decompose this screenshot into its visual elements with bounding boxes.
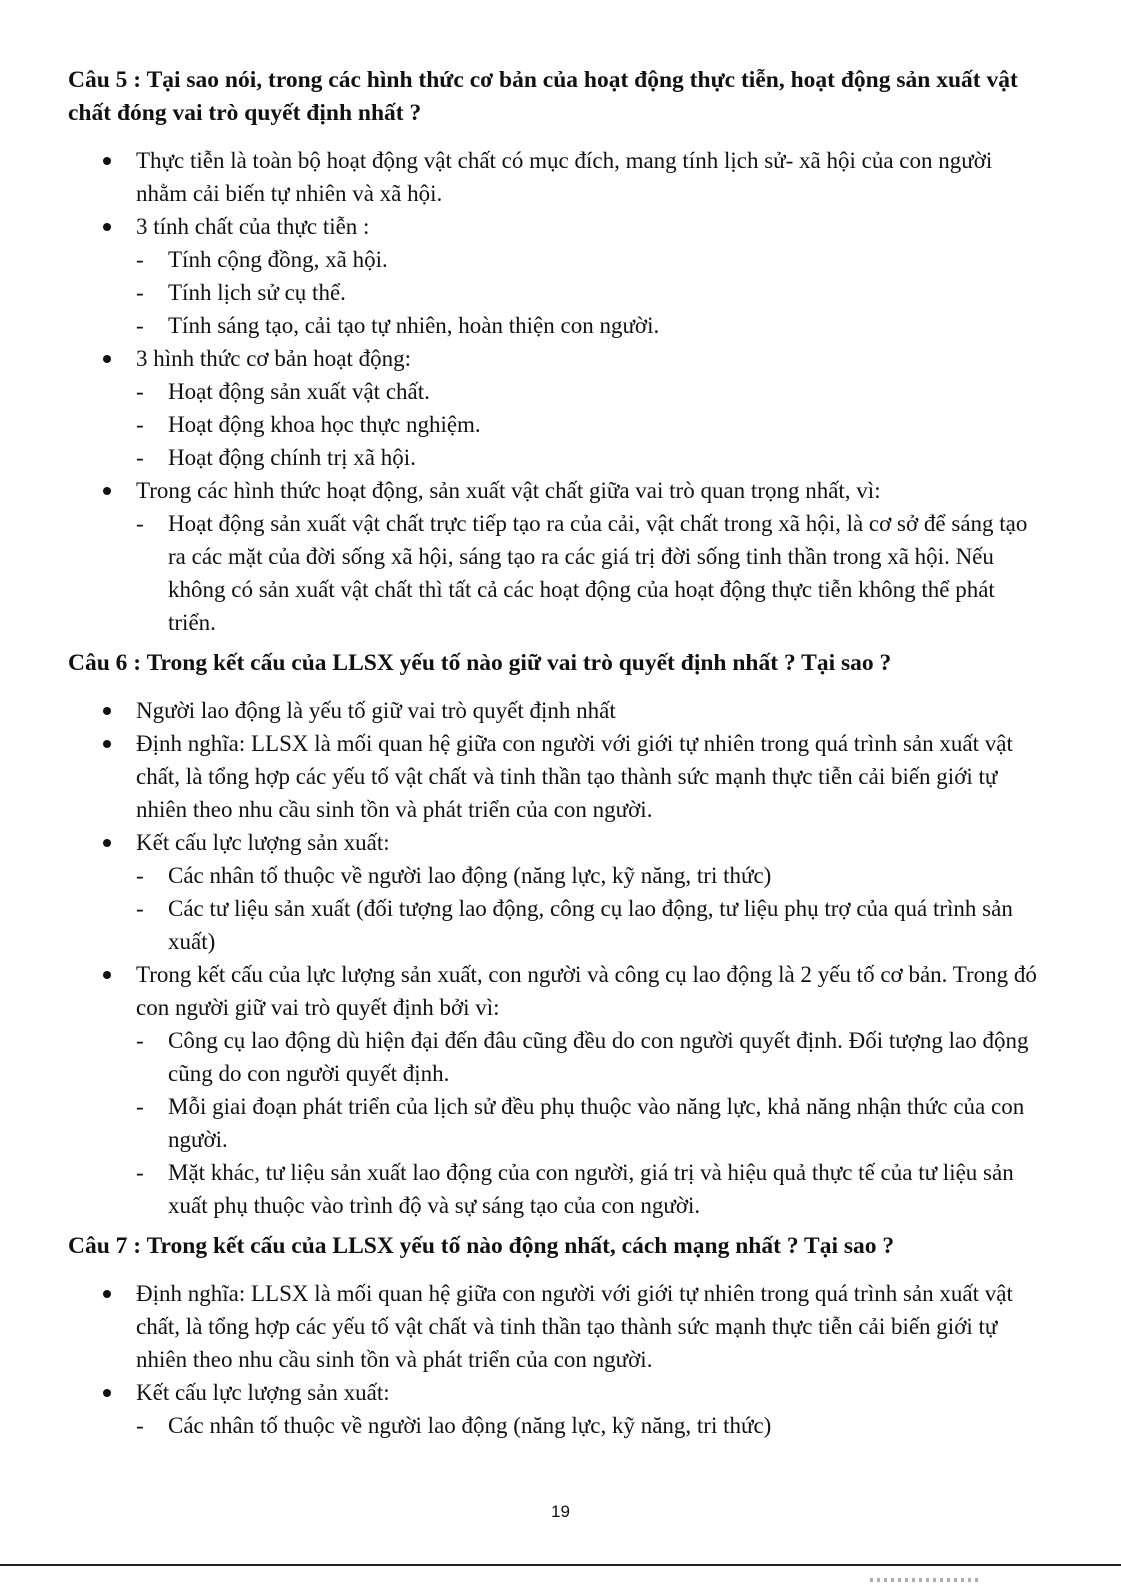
bullet-item — [68, 474, 1047, 639]
dash-icon: - — [136, 896, 144, 921]
bullet-item — [68, 342, 1047, 474]
sub-item-text: Các nhân tố thuộc về người lao động (năng lực, kỹ năng, tri thức) — [168, 863, 772, 888]
bullet-icon — [103, 355, 111, 363]
bullet-item — [68, 210, 1047, 342]
sub-list — [68, 1409, 1047, 1442]
dash-icon: - — [136, 379, 144, 404]
question-5-section — [68, 64, 1047, 639]
bullet-text: Người lao động là yếu tố giữ vai trò quyết định nhất — [136, 698, 616, 723]
question-7-section — [68, 1230, 1047, 1442]
sub-item — [68, 1156, 1047, 1222]
bullet-item — [68, 1376, 1047, 1442]
dash-icon: - — [136, 1160, 144, 1185]
bullet-text: Kết cấu lực lượng sản xuất: — [136, 830, 390, 855]
bullet-item — [68, 826, 1047, 958]
sub-list — [68, 1024, 1047, 1222]
bullet-item — [68, 958, 1047, 1222]
bullet-icon — [103, 487, 111, 495]
question-7-title: Câu 7 : Trong kết cấu của LLSX yếu tố nào động nhất, cách mạng nhất ? Tại sao ? — [68, 1233, 895, 1259]
bullet-item — [68, 727, 1047, 826]
dash-icon: - — [136, 247, 144, 272]
scan-artifact — [870, 1578, 980, 1582]
sub-list — [68, 243, 1047, 342]
bullet-icon — [103, 1290, 111, 1298]
question-5-bullets — [68, 144, 1047, 639]
dash-icon: - — [136, 1094, 144, 1119]
bullet-icon — [103, 707, 111, 715]
page-bottom-rule — [0, 1564, 1121, 1566]
sub-item-text: Mặt khác, tư liệu sản xuất lao động của con người, giá trị và hiệu quả thực tế của tư liệu sản xuất phụ thuộc vào trình độ và sự sáng tạo của con người. — [168, 1160, 1014, 1218]
bullet-icon — [103, 223, 111, 231]
question-7-bullets — [68, 1277, 1047, 1442]
dash-icon: - — [136, 511, 144, 536]
bullet-item — [68, 694, 1047, 727]
bullet-icon — [103, 740, 111, 748]
sub-item-text: Hoạt động chính trị xã hội. — [168, 445, 416, 470]
bullet-text: Thực tiễn là toàn bộ hoạt động vật chất có mục đích, mang tính lịch sử- xã hội của con người nhằm cải biến tự nhiên và xã hội. — [136, 148, 993, 206]
question-6-title: Câu 6 : Trong kết cấu của LLSX yếu tố nào giữ vai trò quyết định nhất ? Tại sao ? — [68, 650, 892, 676]
bullet-text: Trong các hình thức hoạt động, sản xuất vật chất giữa vai trò quan trọng nhất, vì: — [136, 478, 881, 503]
question-6-bullets — [68, 694, 1047, 1222]
sub-item-text: Tính lịch sử cụ thể. — [168, 280, 346, 305]
dash-icon: - — [136, 445, 144, 470]
sub-item-text: Hoạt động sản xuất vật chất. — [168, 379, 430, 404]
question-6-section — [68, 647, 1047, 1222]
bullet-item — [68, 144, 1047, 210]
bullet-icon — [103, 839, 111, 847]
bullet-text: 3 hình thức cơ bản hoạt động: — [136, 346, 412, 371]
dash-icon: - — [136, 280, 144, 305]
sub-item — [68, 892, 1047, 958]
sub-item-text: Các nhân tố thuộc về người lao động (năng lực, kỹ năng, tri thức) — [168, 1413, 772, 1438]
sub-list — [68, 507, 1047, 639]
sub-item — [68, 408, 1047, 441]
question-5-title: Câu 5 : Tại sao nói, trong các hình thức cơ bản của hoạt động thực tiễn, hoạt động sản xuất vật chất đóng vai trò quyết định nhất ? — [68, 67, 1018, 126]
sub-item — [68, 507, 1047, 639]
sub-list — [68, 375, 1047, 474]
bullet-item — [68, 1277, 1047, 1376]
sub-item-text: Các tư liệu sản xuất (đối tượng lao động, công cụ lao động, tư liệu phụ trợ của quá trình sản xuất) — [168, 896, 1013, 954]
sub-item-text: Tính cộng đồng, xã hội. — [168, 247, 388, 272]
dash-icon: - — [136, 863, 144, 888]
sub-item-text: Tính sáng tạo, cải tạo tự nhiên, hoàn thiện con người. — [168, 313, 660, 338]
sub-item — [68, 1409, 1047, 1442]
sub-item — [68, 859, 1047, 892]
bullet-icon — [103, 1389, 111, 1397]
bullet-icon — [103, 157, 111, 165]
sub-list — [68, 859, 1047, 958]
dash-icon: - — [136, 412, 144, 437]
bullet-text: Kết cấu lực lượng sản xuất: — [136, 1380, 390, 1405]
sub-item — [68, 375, 1047, 408]
page-number: 19 — [551, 1502, 570, 1521]
sub-item — [68, 309, 1047, 342]
sub-item — [68, 276, 1047, 309]
sub-item-text: Hoạt động sản xuất vật chất trực tiếp tạo ra của cải, vật chất trong xã hội, là cơ sở để sáng tạo ra các mặt của đời sống xã hội, sáng tạo ra các giá trị đời sống tinh thần trong xã hội. Nếu không có sản xuất vật chất thì tất cả các hoạt động của hoạt động thực tiễn không thể phát triển. — [168, 511, 1028, 635]
sub-item-text: Công cụ lao động dù hiện đại đến đâu cũng đều do con người quyết định. Đối tượng lao động cũng do con người quyết định. — [168, 1028, 1029, 1086]
dash-icon: - — [136, 1028, 144, 1053]
bullet-text: Định nghĩa: LLSX là mối quan hệ giữa con người với giới tự nhiên trong quá trình sản xuất vật chất, là tổng hợp các yếu tố vật chất và tinh thần tạo thành sức mạnh thực tiễn cải biến giới tự nhiên theo nhu cầu sinh tồn và phát triển của con người. — [136, 1281, 1013, 1372]
sub-item — [68, 243, 1047, 276]
sub-item — [68, 441, 1047, 474]
bullet-text: 3 tính chất của thực tiễn : — [136, 214, 370, 239]
bullet-icon — [103, 971, 111, 979]
sub-item-text: Hoạt động khoa học thực nghiệm. — [168, 412, 481, 437]
sub-item — [68, 1090, 1047, 1156]
sub-item — [68, 1024, 1047, 1090]
dash-icon: - — [136, 1413, 144, 1438]
dash-icon: - — [136, 313, 144, 338]
sub-item-text: Mỗi giai đoạn phát triển của lịch sử đều phụ thuộc vào năng lực, khả năng nhận thức của con người. — [168, 1094, 1025, 1152]
bullet-text: Định nghĩa: LLSX là mối quan hệ giữa con người với giới tự nhiên trong quá trình sản xuất vật chất, là tổng hợp các yếu tố vật chất và tinh thần tạo thành sức mạnh thực tiễn cải biến giới tự nhiên theo nhu cầu sinh tồn và phát triển của con người. — [136, 731, 1013, 822]
bullet-text: Trong kết cấu của lực lượng sản xuất, con người và công cụ lao động là 2 yếu tố cơ bản. Trong đó con người giữ vai trò quyết định bởi vì: — [136, 962, 1037, 1020]
